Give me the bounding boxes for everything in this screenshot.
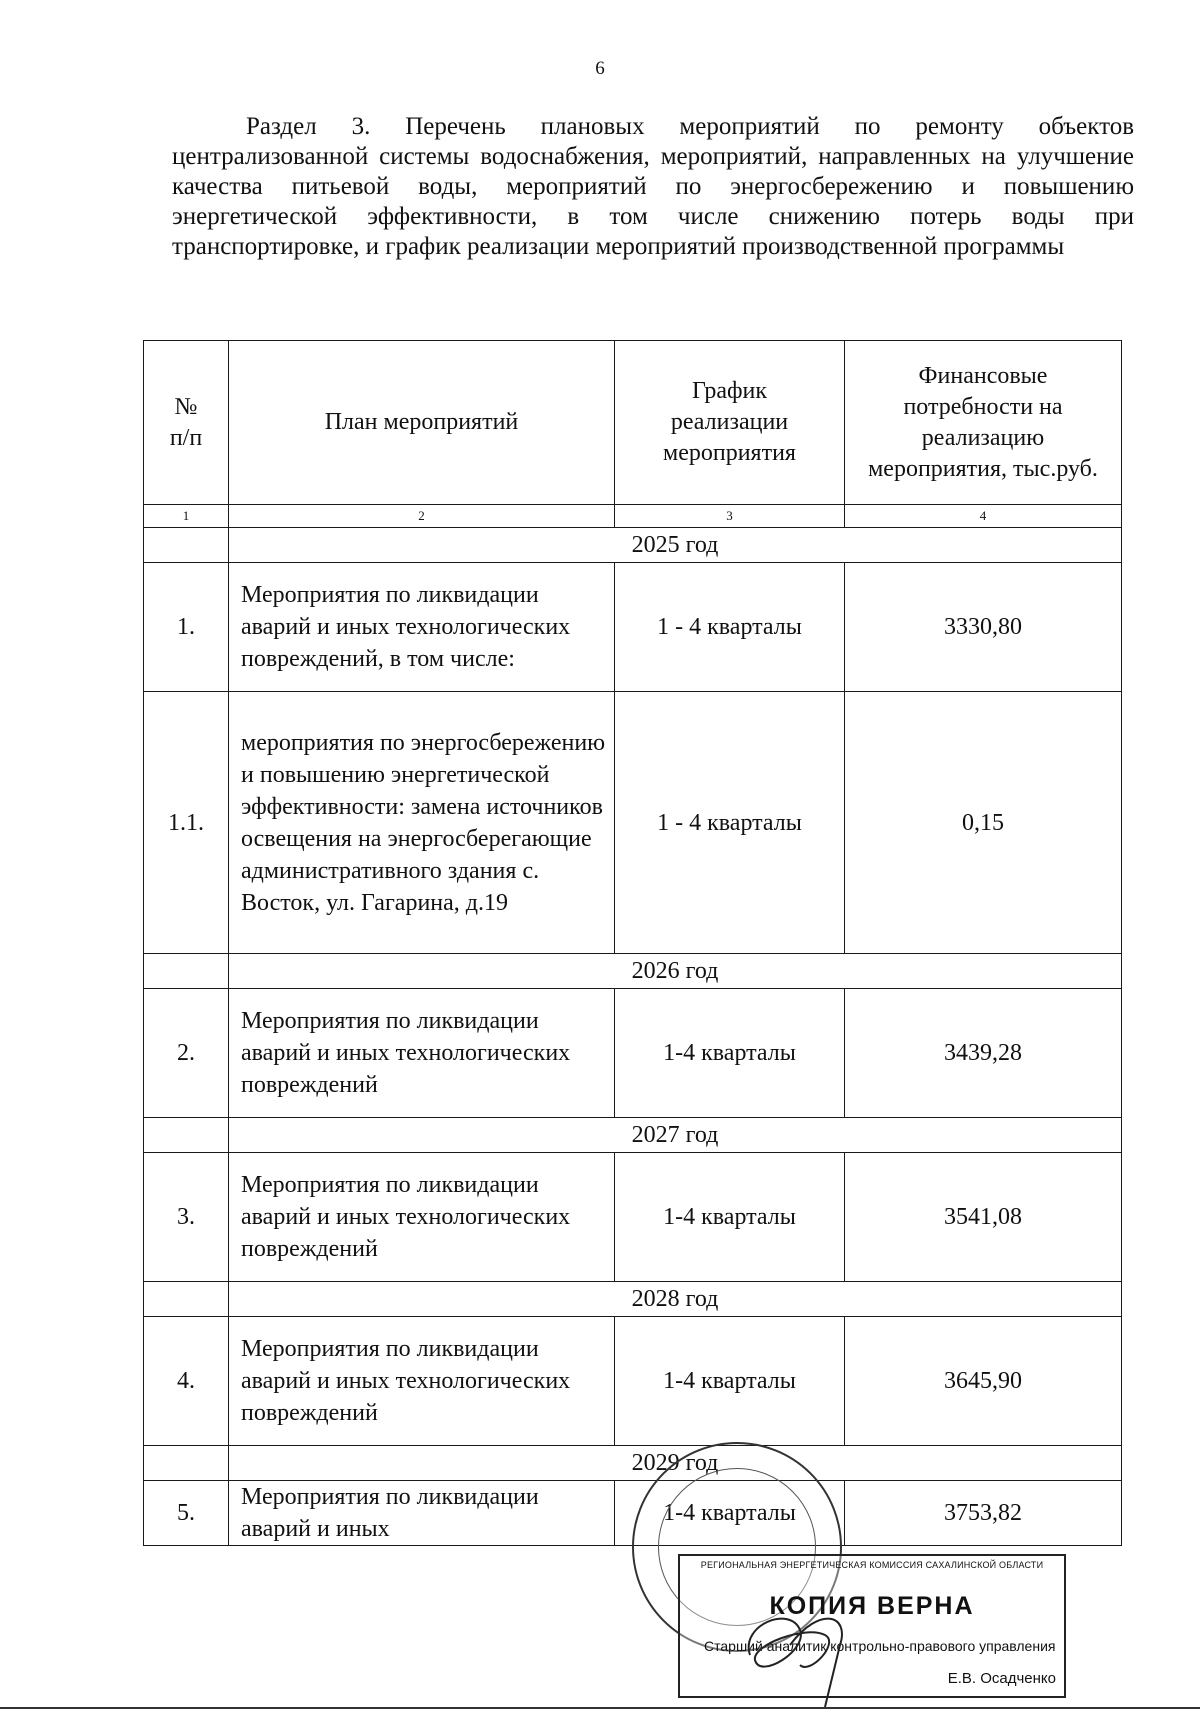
- stamp-copy-mark: КОПИЯ ВЕРНА: [769, 1592, 975, 1620]
- row-plan: Мероприятия по ликвидации аварий и иных технологических повреждений: [229, 989, 615, 1118]
- row-number: 4.: [144, 1317, 229, 1446]
- column-number: 3: [615, 505, 845, 528]
- section-heading-text: Раздел 3. Перечень плановых мероприятий по ремонту объектов централизованной системы водоснабжения, мероприятий, направленных на улучшение качества питьевой воды, мероприятий по энергосбережению и повышению энергетической эффективности, в том числе снижению потерь воды при транспортировке, и график реализации мероприятий производственной программы: [172, 113, 1134, 260]
- year-row: [144, 528, 1122, 563]
- year-row: [144, 1446, 1122, 1481]
- row-plan: Мероприятия по ликвидации аварий и иных технологических повреждений: [229, 1153, 615, 1282]
- stamp-signer: Е.В. Осадченко: [947, 1670, 1056, 1687]
- row-plan: Мероприятия по ликвидации аварий и иных технологических повреждений, в том числе:: [229, 563, 615, 692]
- header-row: [144, 341, 1122, 505]
- row-number: 1.: [144, 563, 229, 692]
- row-schedule: 1-4 кварталы: [615, 989, 845, 1118]
- row-number: 5.: [144, 1481, 229, 1546]
- column-number: 1: [144, 505, 229, 528]
- year-empty-cell: [144, 1446, 229, 1481]
- plan-table-body: [144, 341, 1122, 1546]
- year-empty-cell: [144, 954, 229, 989]
- row-finance: 3439,28: [845, 989, 1122, 1118]
- year-label: 2026 год: [229, 954, 1122, 989]
- row-number: 2.: [144, 989, 229, 1118]
- row-schedule: 1 - 4 кварталы: [615, 563, 845, 692]
- stamp-position: Старший аналитик контрольно-правового управления: [704, 1638, 1056, 1654]
- section-heading: [172, 112, 1134, 262]
- column-number-row: [144, 505, 1122, 528]
- row-finance: 3541,08: [845, 1153, 1122, 1282]
- row-plan: Мероприятия по ликвидации аварий и иных: [229, 1481, 615, 1546]
- row-number: 3.: [144, 1153, 229, 1282]
- year-row: [144, 1282, 1122, 1317]
- year-row: [144, 1118, 1122, 1153]
- plan-table: [143, 340, 1122, 1546]
- page-bottom-edge: [0, 1707, 1200, 1709]
- year-row: [144, 954, 1122, 989]
- row-finance: 3645,90: [845, 1317, 1122, 1446]
- row-schedule: 1-4 кварталы: [615, 1317, 845, 1446]
- row-schedule: 1-4 кварталы: [615, 1481, 845, 1546]
- table-row: [144, 563, 1122, 692]
- table-row: [144, 989, 1122, 1118]
- handwritten-signature: [730, 1585, 870, 1710]
- year-label: 2028 год: [229, 1282, 1122, 1317]
- table-row: [144, 1153, 1122, 1282]
- table-row: [144, 1317, 1122, 1446]
- row-plan: Мероприятия по ликвидации аварий и иных технологических повреждений: [229, 1317, 615, 1446]
- column-number: 2: [229, 505, 615, 528]
- stamp-organization: РЕГИОНАЛЬНАЯ ЭНЕРГЕТИЧЕСКАЯ КОМИССИЯ САХАЛИНСКОЙ ОБЛАСТИ: [700, 1560, 1044, 1570]
- header-plan: План мероприятий: [229, 341, 615, 505]
- row-schedule: 1-4 кварталы: [615, 1153, 845, 1282]
- table-row: [144, 692, 1122, 954]
- year-label: 2027 год: [229, 1118, 1122, 1153]
- year-empty-cell: [144, 528, 229, 563]
- header-finance: Финансовые потребности на реализацию мероприятия, тыс.руб.: [845, 341, 1122, 505]
- row-number: 1.1.: [144, 692, 229, 954]
- row-finance: 3330,80: [845, 563, 1122, 692]
- column-number: 4: [845, 505, 1122, 528]
- row-finance: 3753,82: [845, 1481, 1122, 1546]
- row-plan: мероприятия по энергосбережению и повышению энергетической эффективности: замена источников освещения на энергосберегающие административного здания с. Восток, ул. Гагарина, д.19: [229, 692, 615, 954]
- header-num: № п/п: [144, 341, 229, 505]
- year-label: 2029 год: [229, 1446, 1122, 1481]
- year-label: 2025 год: [229, 528, 1122, 563]
- year-empty-cell: [144, 1118, 229, 1153]
- row-finance: 0,15: [845, 692, 1122, 954]
- row-schedule: 1 - 4 кварталы: [615, 692, 845, 954]
- header-schedule: График реализации мероприятия: [615, 341, 845, 505]
- year-empty-cell: [144, 1282, 229, 1317]
- page-number: 6: [595, 58, 605, 79]
